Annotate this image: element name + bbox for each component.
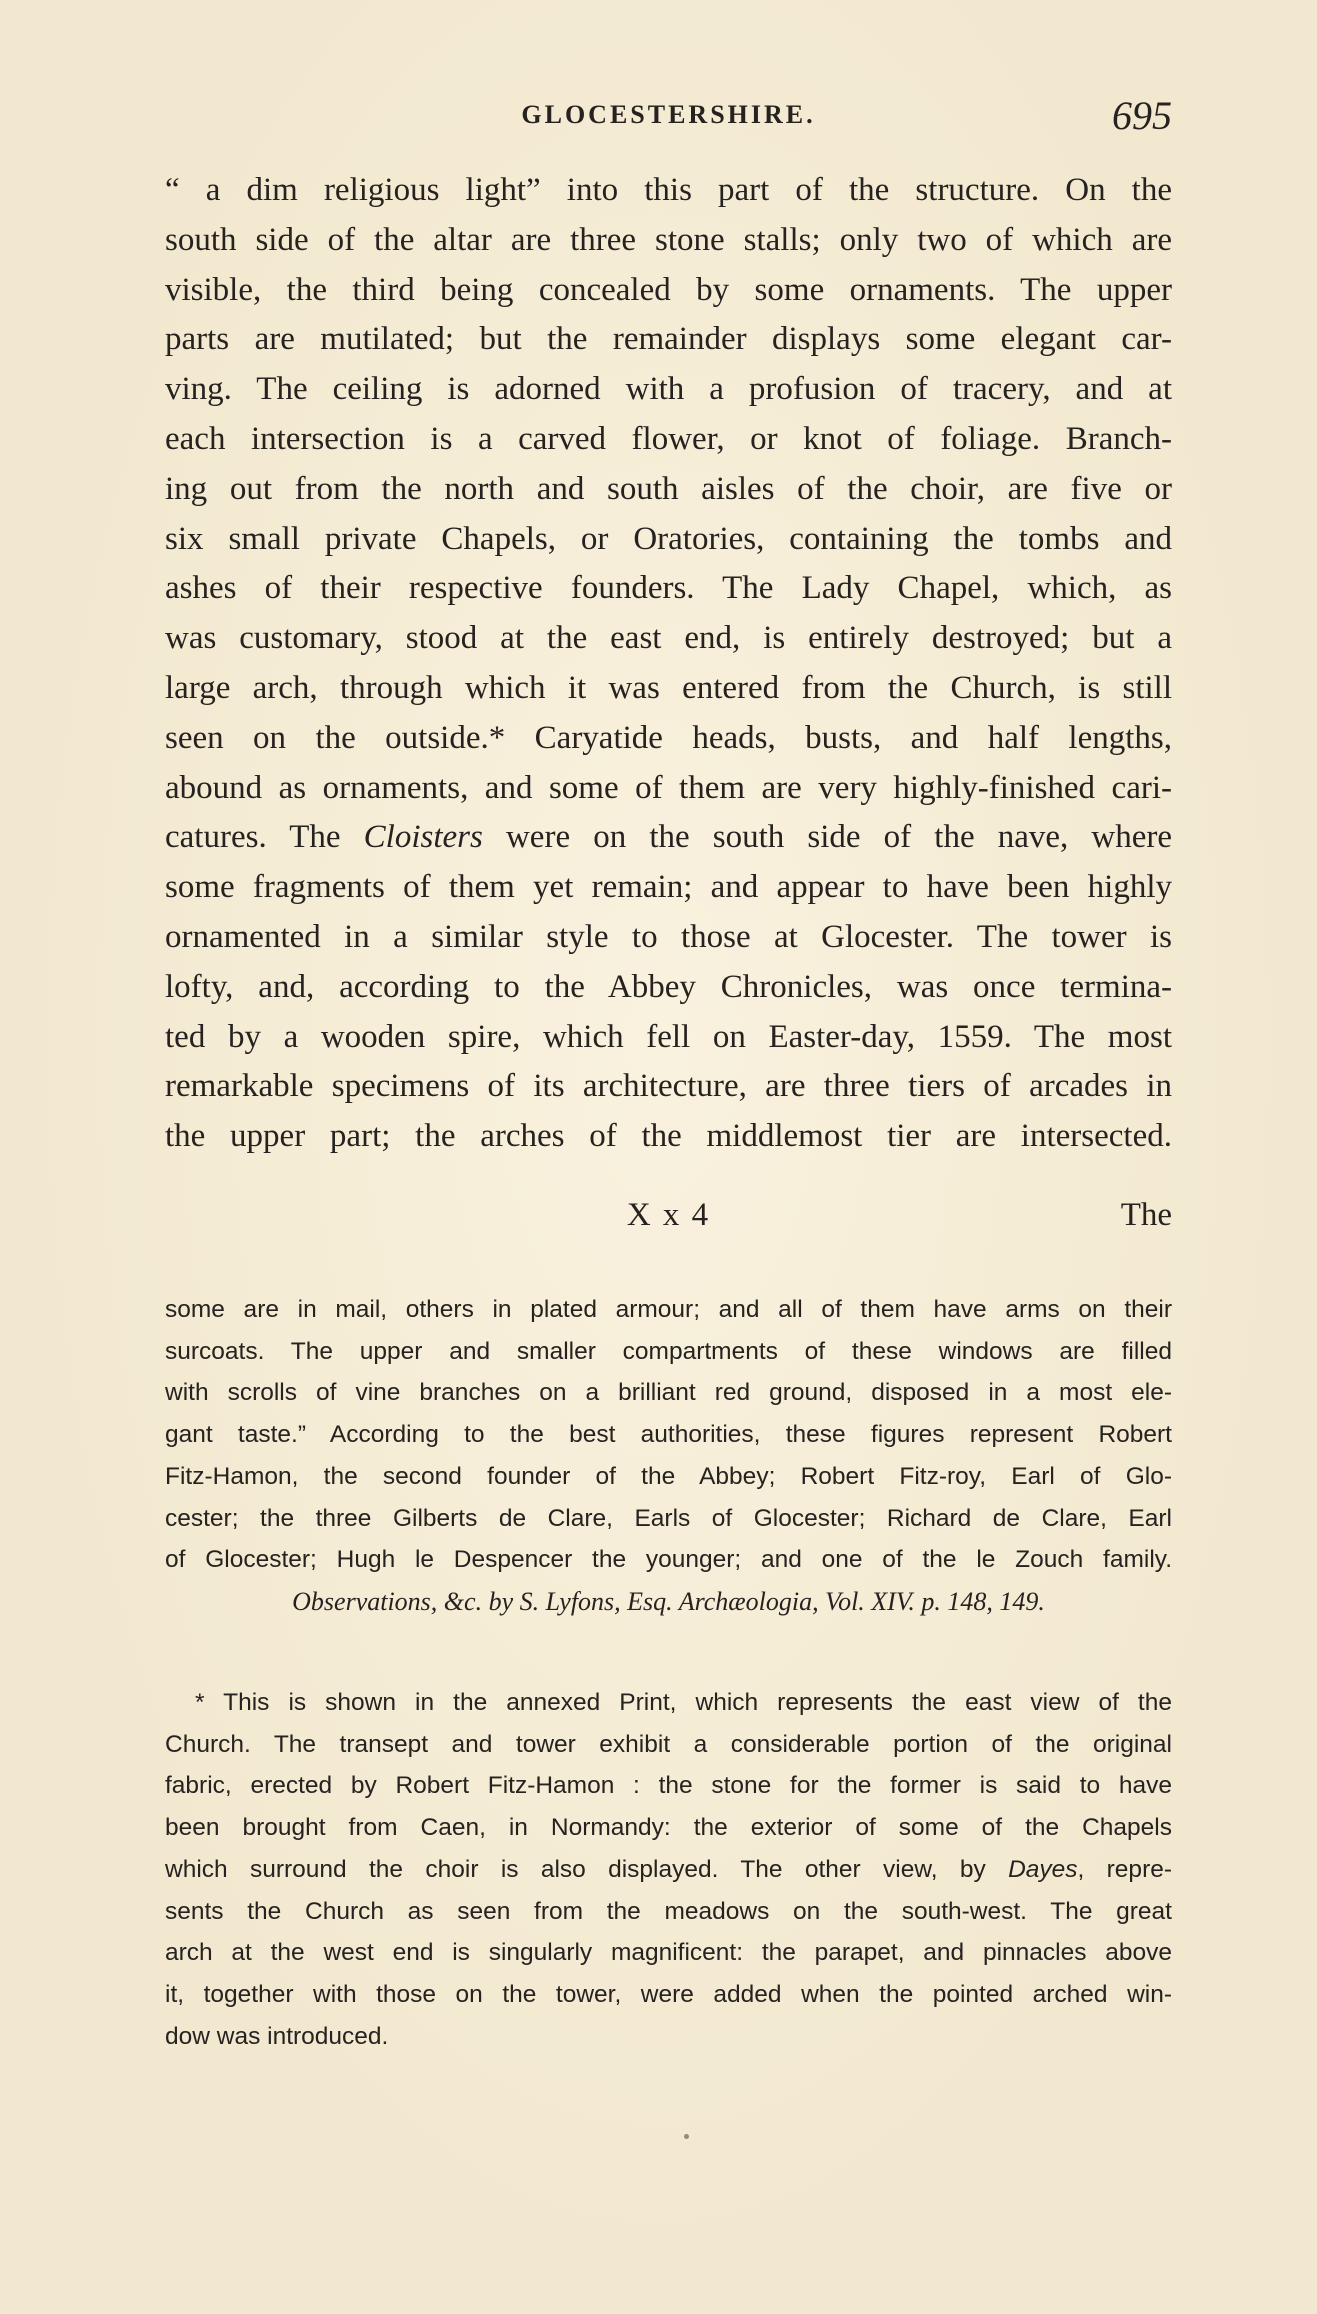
ink-speck bbox=[684, 2134, 689, 2139]
main-text bbox=[165, 166, 1172, 1162]
footnote-line: * This is shown in the annexed Print, which represents the east view of the bbox=[195, 1689, 1172, 1716]
footnote-citation: Observations, &c. by S. Lyfons, Esq. Archæologia, Vol. XIV. p. 148, 149. bbox=[292, 1586, 1045, 1616]
text-line: large arch, through which it was entered from the Church, is still bbox=[165, 669, 1172, 706]
signature-mark: X x 4 bbox=[626, 1197, 711, 1233]
text-line: ted by a wooden spire, which fell on Easter-day, 1559. The most bbox=[165, 1018, 1172, 1055]
catchword: The bbox=[1120, 1197, 1172, 1233]
text-line: ashes of their respective founders. The Lady Chapel, which, as bbox=[165, 570, 1172, 607]
footnote-line: arch at the west end is singularly magnificent: the parapet, and pinnacles above bbox=[165, 1939, 1172, 1967]
text-fragment: catures. The bbox=[165, 819, 364, 856]
footnote-line: some are in mail, others in plated armour; and all of them have arms on their bbox=[165, 1296, 1172, 1323]
text-line: ornamented in a similar style to those at Glocester. The tower is bbox=[165, 918, 1172, 955]
text-line: the upper part; the arches of the middlemost tier are intersected. bbox=[165, 1118, 1172, 1155]
text-line: ing out from the north and south aisles of the choir, are five or bbox=[165, 470, 1172, 507]
footnote-line: been brought from Caen, in Normandy: the exterior of some of the Chapels bbox=[165, 1814, 1172, 1842]
text-line: parts are mutilated; but the remainder displays some elegant car- bbox=[165, 321, 1172, 358]
text-line: six small private Chapels, or Oratories, containing the tombs and bbox=[165, 520, 1172, 557]
footnote-star bbox=[165, 1682, 1172, 2057]
text-line: lofty, and, according to the Abbey Chronicles, was once termina- bbox=[165, 968, 1172, 1005]
text-line: remarkable specimens of its architecture, are three tiers of arcades in bbox=[165, 1068, 1172, 1105]
signature-line bbox=[165, 1197, 1172, 1247]
page-number: 695 bbox=[1112, 93, 1172, 138]
text-line: each intersection is a carved flower, or knot of foliage. Branch- bbox=[165, 420, 1172, 457]
text-line: was customary, stood at the east end, is entirely destroyed; but a bbox=[165, 620, 1172, 657]
footnote-line: dow was introduced. bbox=[165, 2022, 389, 2050]
text-line: visible, the third being concealed by some ornaments. The upper bbox=[165, 271, 1172, 308]
text-line: seen on the outside.* Caryatide heads, busts, and half lengths, bbox=[165, 719, 1172, 756]
text-line-cloisters bbox=[165, 813, 1172, 863]
italic-name-dayes: Dayes bbox=[1008, 1855, 1078, 1883]
footnote-line: it, together with those on the tower, were added when the pointed arched win- bbox=[165, 1980, 1172, 2008]
footnote-line: Church. The transept and tower exhibit a considerable portion of the original bbox=[165, 1730, 1172, 1758]
footnote-line: of Glocester; Hugh le Despencer the younger; and one of the le Zouch family. bbox=[165, 1546, 1172, 1574]
running-title: GLOCESTERSHIRE. bbox=[521, 100, 816, 129]
footnote-line: with scrolls of vine branches on a brilliant red ground, disposed in a most ele- bbox=[165, 1379, 1172, 1407]
page-header bbox=[165, 92, 1172, 142]
text-fragment: were on the south side of the nave, where bbox=[482, 819, 1173, 856]
footnote-line-dayes bbox=[165, 1849, 1172, 1891]
footnote-line: fabric, erected by Robert Fitz-Hamon : the stone for the former is said to have bbox=[165, 1772, 1172, 1800]
text-fragment: which surround the choir is also displayed. The other view, by bbox=[165, 1855, 986, 1883]
italic-term-cloisters: Cloisters bbox=[363, 819, 483, 856]
text-fragment: , repre- bbox=[1077, 1855, 1173, 1883]
footnote-line: gant taste.” According to the best authorities, these figures represent Robert bbox=[165, 1421, 1172, 1449]
footnote-line: sents the Church as seen from the meadows on the south-west. The great bbox=[165, 1897, 1172, 1925]
text-line: “ a dim religious light” into this part of the structure. On the bbox=[165, 172, 1172, 208]
text-line: ving. The ceiling is adorned with a profusion of tracery, and at bbox=[165, 371, 1172, 408]
text-line: abound as ornaments, and some of them are very highly-finished cari- bbox=[165, 769, 1172, 806]
text-line: some fragments of them yet remain; and appear to have been highly bbox=[165, 869, 1172, 906]
footnote-line: cester; the three Gilberts de Clare, Earls of Glocester; Richard de Clare, Earl bbox=[165, 1504, 1172, 1532]
footnote-continued bbox=[165, 1289, 1172, 1623]
text-line: south side of the altar are three stone stalls; only two of which are bbox=[165, 221, 1172, 258]
footnote-line: surcoats. The upper and smaller compartments of these windows are filled bbox=[165, 1337, 1172, 1365]
footnote-line: Fitz-Hamon, the second founder of the Abbey; Robert Fitz-roy, Earl of Glo- bbox=[165, 1462, 1172, 1490]
